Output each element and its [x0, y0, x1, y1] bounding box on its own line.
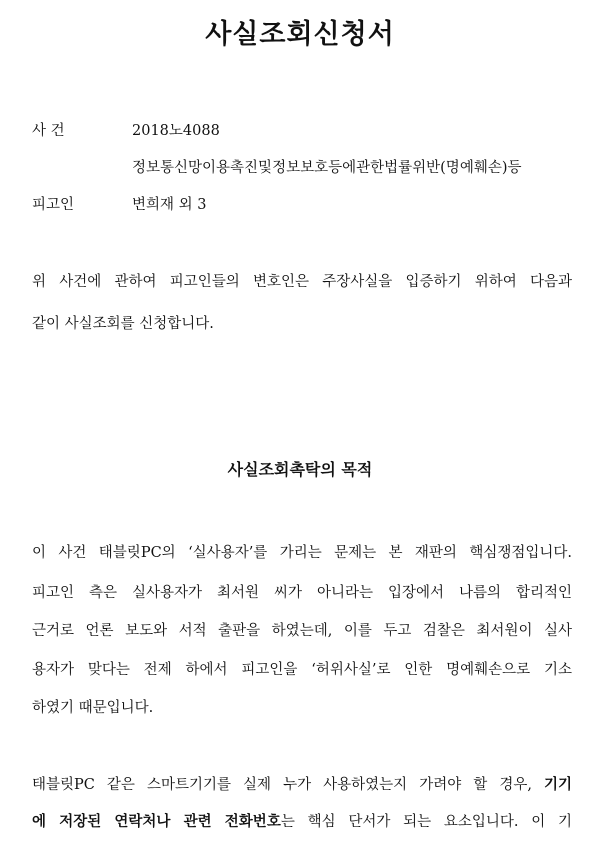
intro-line-2: 같이 사실조회를 신청합니다.	[32, 316, 214, 332]
detail-line-2-bold: 에 저장된 연락처나 관련 전화번호	[32, 813, 281, 830]
purpose-line-2: 피고인 측은 실사용자가 최서원 씨가 아니라는 입장에서 나름의 합리적인	[32, 585, 572, 601]
document-title: 사실조회신청서	[205, 19, 395, 50]
purpose-line-4: 용자가 맞다는 전제 하에서 피고인을 ‘허위사실’로 인한 명예훼손으로 기소	[32, 662, 572, 678]
detail-line-2-plain: 는 핵심 단서가 되는 요소입니다. 이 기	[280, 814, 572, 830]
section-title: 사실조회촉탁의 목적	[227, 460, 373, 479]
intro-line-1: 위 사건에 관하여 피고인들의 변호인은 주장사실을 입증하기 위하여 다음과	[32, 274, 572, 290]
detail-line-2	[32, 810, 572, 831]
defendant-value: 변희재 외 3	[132, 197, 207, 213]
case-number: 2018노4088	[132, 123, 220, 139]
case-label: 사 건	[32, 123, 65, 139]
purpose-line-1: 이 사건 태블릿PC의 ‘실사용자’를 가리는 문제는 본 재판의 핵심쟁점입니다.	[32, 545, 572, 561]
detail-line-1-plain: 태블릿PC 같은 스마트기기를 실제 누가 사용하였는지 가려야 할 경우,	[32, 777, 544, 793]
purpose-line-5: 하였기 때문입니다.	[32, 700, 154, 716]
case-name: 정보통신망이용촉진및정보보호등에관한법률위반(명예훼손)등	[132, 160, 522, 176]
purpose-line-3: 근거로 언론 보도와 서적 출판을 하였는데, 이를 두고 검찰은 최서원이 실사	[32, 623, 572, 639]
detail-line-1	[32, 773, 572, 794]
defendant-label: 피고인	[32, 197, 75, 213]
detail-line-1-bold: 기기	[543, 776, 572, 793]
